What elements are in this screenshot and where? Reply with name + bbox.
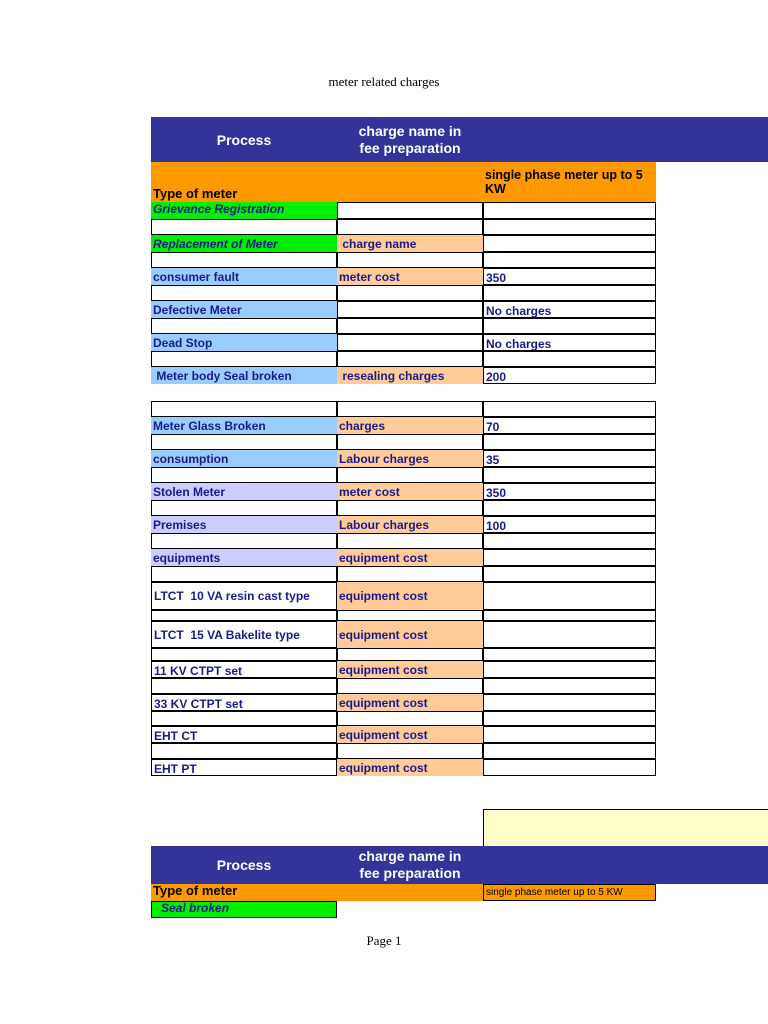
table-row-value[interactable] — [483, 621, 656, 648]
process-text: consumer fault — [153, 270, 240, 284]
process-text: Stolen Meter — [153, 485, 226, 499]
table-row-process[interactable] — [151, 268, 337, 285]
table-row-process[interactable] — [151, 367, 337, 384]
process-text: Meter body Seal broken — [153, 369, 292, 383]
table-row-charge[interactable] — [337, 661, 483, 678]
process-text: consumption — [153, 452, 229, 466]
table-row-process[interactable] — [151, 450, 337, 467]
table-row-process[interactable] — [151, 417, 337, 434]
spacer-cell[interactable] — [337, 743, 483, 759]
type-of-meter-label[interactable] — [151, 884, 337, 901]
spacer-cell[interactable] — [337, 285, 483, 301]
type-of-meter-text: Type of meter — [153, 186, 238, 201]
table-row-charge[interactable] — [337, 483, 483, 500]
meter-type-text: single phase meter up to 5 KW — [486, 886, 623, 898]
process-text: Seal broken — [161, 901, 230, 915]
process-text: Replacement of Meter — [153, 237, 278, 251]
spacer-cell[interactable] — [151, 401, 337, 417]
table-row-process[interactable] — [151, 301, 337, 318]
table-row-process[interactable] — [151, 661, 337, 678]
type-of-meter-label[interactable] — [151, 162, 337, 202]
table-row-value[interactable] — [483, 694, 656, 711]
spacer-cell[interactable] — [337, 648, 483, 661]
spacer-cell[interactable] — [337, 318, 483, 334]
spacer-cell[interactable] — [483, 533, 656, 549]
table-row-value[interactable] — [483, 483, 656, 500]
header-value-cell[interactable] — [483, 117, 768, 162]
spacer-cell[interactable] — [337, 401, 483, 417]
table-row-charge[interactable] — [337, 694, 483, 711]
table-row-value[interactable] — [483, 367, 656, 384]
spacer-cell[interactable] — [483, 566, 656, 582]
document-title: meter related charges — [328, 74, 440, 89]
table-row-value[interactable] — [483, 549, 656, 566]
process-text: Dead Stop — [153, 336, 213, 350]
process-text: Grievance Registration — [153, 202, 285, 216]
spacer-cell[interactable] — [151, 219, 337, 235]
spacer-cell[interactable] — [483, 401, 656, 417]
header-charge-name-label: charge name in fee preparation — [358, 122, 462, 156]
charge-text: equipment cost — [339, 627, 428, 642]
table-row-charge[interactable] — [337, 582, 483, 610]
spacer-cell[interactable] — [151, 711, 337, 726]
table-row-process[interactable] — [151, 901, 337, 918]
charge-text: meter cost — [339, 270, 400, 284]
spacer-cell[interactable] — [151, 566, 337, 582]
table-row-charge[interactable] — [337, 235, 483, 252]
table-row-charge[interactable] — [337, 367, 483, 384]
spacer-cell[interactable] — [337, 500, 483, 516]
table-row-charge[interactable] — [337, 301, 483, 318]
table-row-charge[interactable] — [337, 202, 483, 219]
process-text: 33 KV CTPT set — [154, 697, 243, 711]
process-text: LTCT 10 VA resin cast type — [154, 589, 310, 603]
value-text: 200 — [486, 370, 507, 384]
spacer-cell[interactable] — [483, 610, 656, 621]
charge-text: meter cost — [339, 485, 400, 499]
charge-text: equipment cost — [339, 728, 428, 742]
table-row-process[interactable] — [151, 726, 337, 743]
table-row-process[interactable] — [151, 235, 337, 252]
charge-text: equipment cost — [339, 696, 428, 710]
charge-text: charge name — [339, 237, 417, 251]
spacer-cell[interactable] — [337, 533, 483, 549]
value-text: No charges — [486, 337, 552, 351]
highlight-cell[interactable] — [483, 809, 768, 846]
table-row-value[interactable] — [483, 450, 656, 467]
spacer-cell[interactable] — [151, 351, 337, 367]
spacer-cell[interactable] — [151, 434, 337, 450]
table-row-charge[interactable] — [337, 726, 483, 743]
header-process-label: Process — [216, 857, 272, 873]
spacer-cell[interactable] — [337, 467, 483, 483]
spacer-cell[interactable] — [483, 351, 656, 367]
table-row-process[interactable] — [151, 483, 337, 500]
table-row-charge[interactable] — [337, 417, 483, 434]
spacer-cell[interactable] — [337, 434, 483, 450]
table-row-value[interactable] — [483, 202, 656, 219]
header-process[interactable] — [151, 846, 337, 884]
spacer-cell[interactable] — [151, 467, 337, 483]
header-process[interactable] — [151, 117, 337, 162]
table-row-value[interactable] — [483, 726, 656, 743]
spacer-cell[interactable] — [483, 434, 656, 450]
spacer-cell[interactable] — [337, 678, 483, 694]
table-row-value[interactable] — [483, 235, 656, 252]
table-row-charge[interactable] — [337, 759, 483, 776]
type-of-meter-text: Type of meter — [153, 884, 238, 898]
spacer-cell[interactable] — [483, 285, 656, 301]
table-row-charge[interactable] — [337, 621, 483, 648]
table-row-process[interactable] — [151, 621, 337, 648]
table-row-charge[interactable] — [337, 268, 483, 285]
process-text: Premises — [153, 518, 207, 532]
spacer-cell[interactable] — [151, 678, 337, 694]
table-row-value[interactable] — [483, 301, 656, 318]
type-of-meter-value[interactable] — [483, 162, 656, 202]
process-text: 11 KV CTPT set — [154, 664, 243, 678]
spacer-cell[interactable] — [151, 252, 337, 268]
spacer-cell[interactable] — [151, 743, 337, 759]
charge-text: Labour charges — [339, 452, 430, 466]
page-number: Page 1 — [366, 933, 402, 948]
spacer-cell[interactable] — [483, 743, 656, 759]
table-row-process[interactable] — [151, 759, 337, 776]
table-row-value[interactable] — [483, 417, 656, 434]
process-text: EHT CT — [154, 729, 198, 743]
spacer-cell[interactable] — [151, 648, 337, 661]
spacer-cell[interactable] — [483, 219, 656, 235]
value-text: 350 — [486, 271, 507, 285]
type-of-meter-value[interactable] — [483, 884, 656, 901]
process-text: Defective Meter — [153, 303, 242, 317]
spacer-cell[interactable] — [337, 711, 483, 726]
table-row-process[interactable] — [151, 549, 337, 566]
table-row-value[interactable] — [483, 582, 656, 610]
table-row-charge[interactable] — [337, 450, 483, 467]
charge-text: equipment cost — [339, 589, 428, 603]
table-row-value[interactable] — [483, 516, 656, 533]
spacer-cell[interactable] — [151, 318, 337, 334]
table-row-charge[interactable] — [337, 334, 483, 351]
spacer-cell[interactable] — [337, 351, 483, 367]
meter-type-text: single phase meter up to 5 KW — [485, 168, 643, 196]
process-text: EHT PT — [154, 762, 197, 776]
spacer-cell[interactable] — [337, 252, 483, 268]
spacer-cell[interactable] — [483, 500, 656, 516]
value-text: No charges — [486, 304, 552, 318]
spacer-cell[interactable] — [151, 500, 337, 516]
spacer-cell[interactable] — [483, 648, 656, 661]
charge-text: charges — [339, 419, 386, 433]
table-row-charge[interactable] — [337, 516, 483, 533]
table-row-value[interactable] — [483, 334, 656, 351]
spacer-cell[interactable] — [483, 252, 656, 268]
charge-text: equipment cost — [339, 663, 428, 677]
table-row-process[interactable] — [151, 334, 337, 351]
header-process-label: Process — [216, 131, 272, 148]
table-row-value[interactable] — [483, 661, 656, 678]
table-row-value[interactable] — [483, 268, 656, 285]
spacer-cell[interactable] — [151, 285, 337, 301]
charge-text: Labour charges — [339, 518, 430, 532]
charge-text: equipment cost — [339, 551, 428, 565]
value-text: 350 — [486, 486, 507, 500]
table-row-value[interactable] — [483, 759, 656, 776]
spacer-cell[interactable] — [337, 219, 483, 235]
value-text: 100 — [486, 519, 507, 533]
header-charge-name[interactable] — [337, 117, 483, 162]
type-of-meter-charge-cell[interactable] — [337, 162, 483, 202]
process-text: LTCT 15 VA Bakelite type — [154, 627, 300, 642]
spacer-cell[interactable] — [337, 610, 483, 621]
table-row-process[interactable] — [151, 694, 337, 711]
spacer-cell[interactable] — [151, 533, 337, 549]
table-row-charge[interactable] — [337, 549, 483, 566]
spacer-cell[interactable] — [483, 711, 656, 726]
value-text: 35 — [486, 453, 500, 467]
table-row-process[interactable] — [151, 516, 337, 533]
table-row-process[interactable] — [151, 582, 337, 610]
value-text: 70 — [486, 420, 500, 434]
table-row-process[interactable] — [151, 202, 337, 219]
spacer-cell[interactable] — [337, 566, 483, 582]
charge-text: resealing charges — [339, 369, 445, 383]
header-value-cell[interactable] — [483, 846, 768, 884]
spacer-cell[interactable] — [483, 318, 656, 334]
type-of-meter-charge-cell[interactable] — [337, 884, 483, 901]
process-text: Meter Glass Broken — [153, 419, 266, 433]
spacer-cell[interactable] — [151, 610, 337, 621]
spacer-cell[interactable] — [483, 467, 656, 483]
header-charge-name[interactable] — [337, 846, 483, 884]
process-text: equipments — [153, 551, 221, 565]
charge-text: equipment cost — [339, 761, 428, 775]
header-charge-name-label: charge name in fee preparation — [358, 848, 462, 881]
spacer-cell[interactable] — [483, 678, 656, 694]
